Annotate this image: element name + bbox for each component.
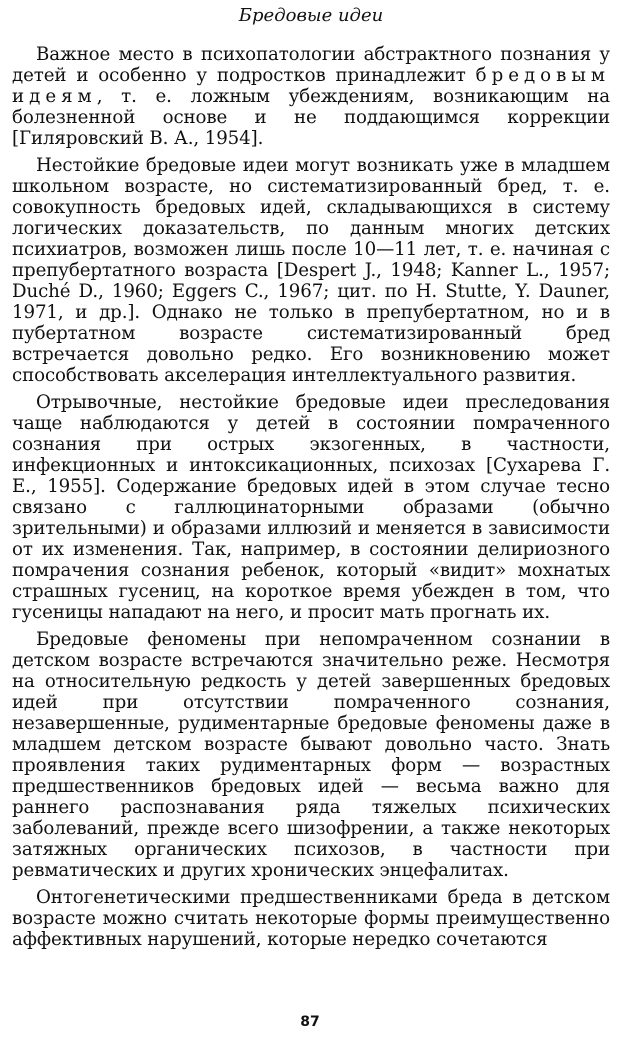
paragraph-4: Бредовые феномены при непомраченном сознании в детском возрасте встречаются значительно реже. Несмотря на относительную редкость у детей завершенных бредовых идей при отсутствии помраченного сознания, незавершенные, рудиментарные бредовые феномены даже в младшем детском возрасте бывают довольно часто. Знать проявления таких рудиментарных форм — возрастных предшественников бредовых идей — весьма важно для раннего распознавания ряда тяжелых психических заболеваний, прежде всего шизофрении, а также некоторых затяжных органических психозов, в частности при ревматических и других хронических энцефалитах. xyxy=(12,629,610,881)
paragraph-5: Онтогенетическими предшественниками бреда в детском возрасте можно считать некоторые формы преимущественно аффективных нарушений, которые нередко сочетаются xyxy=(12,887,610,950)
paragraph-1 xyxy=(12,44,610,149)
paragraph-3: Отрывочные, нестойкие бредовые идеи преследования чаще наблюдаются у детей в состоянии помраченного сознания при острых экзогенных, в частности, инфекционных и интоксикационных, психозах [Сухарева Г. Е., 1955]. Содержание бредовых идей в этом случае тесно связано с галлюцинаторными образами (обычно зрительными) и образами иллюзий и меняется в зависимости от их изменения. Так, например, в состоянии делириозного помрачения сознания ребенок, который «видит» мохнатых страшных гусениц, на короткое время убежден в том, что гусеницы нападают на него, и просит мать прогнать их. xyxy=(12,392,610,623)
paragraph-1-text-end: , т. е. ложным убеждениям, возникающим на болезненной основе и не поддающимся коррекции [Гиляровский В. А., 1954]. xyxy=(12,86,610,149)
paragraph-1-emphasis: бредовым идеям xyxy=(12,65,610,107)
paragraph-1-text-start: Важное место в психопатологии абстрактного познания у детей и особенно у подростков принадлежит xyxy=(12,44,610,86)
paragraph-2: Нестойкие бредовые идеи могут возникать уже в младшем школьном возрасте, но систематизированный бред, т. е. совокупность бредовых идей, складывающихся в систему логических доказательств, по данным многих детских психиатров, возможен лишь после 10—11 лет, т. е. начиная с препубертатного возраста [Despert J., 1948; Kanner L., 1957; Duché D., 1960; Eggers C., 1967; цит. по H. Stutte, Y. Dauner, 1971, и др.]. Однако не только в препубертатном, но и в пубертатном возрасте систематизированный бред встречается довольно редко. Его возникновению может способствовать акселерация интеллектуального развития. xyxy=(12,155,610,386)
section-heading: Бредовые идеи xyxy=(238,5,384,26)
body-text xyxy=(12,44,610,950)
page-number: 87 xyxy=(300,1014,320,1030)
